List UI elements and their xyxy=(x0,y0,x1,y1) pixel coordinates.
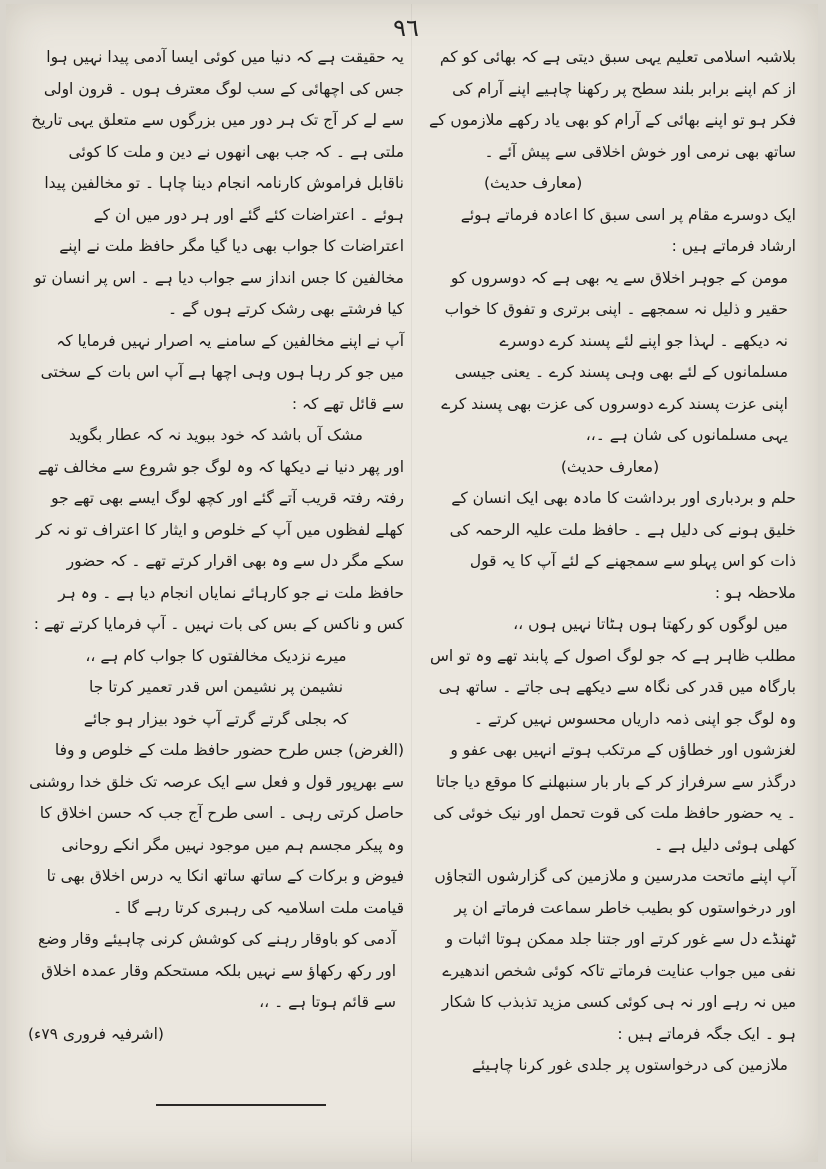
footer-rule xyxy=(156,1104,326,1106)
right-quote-3: ملازمین کی درخواستوں پر جلدی غور کرنا چاہیئے xyxy=(471,1056,788,1074)
right-reference-2: (معارف حدیث) xyxy=(560,457,660,476)
right-paragraph-3: حلم و بردباری اور برداشت کا مادہ بھی ایک انسان کے خلیق ہونے کی دلیل ہے ۔ حافظ ملت علیہ الرحمہ کی ذات کو اس پہلو سے سمجھنے کے لئے آپ کا یہ قول ملاحظہ ہو : xyxy=(449,489,796,602)
left-paragraph-2: آپ نے اپنے مخالفین کے سامنے یہ اصرار نہیں فرمایا کہ میں جو کر رہا ہوں وہی اچھا ہے آپ اس بات کے سختی سے قائل تھے کہ : xyxy=(40,331,404,413)
left-reference: (اشرفیہ فروری ۷۹ء) xyxy=(28,1024,164,1043)
right-reference-1: (معارف حدیث) xyxy=(484,174,583,192)
left-paragraph-1: یہ حقیقت ہے کہ دنیا میں کوئی ایسا آدمی پیدا نہیں ہوا جس کی اچھائی کے سب لوگ معترف ہوں ۔ قرون اولی سے لے کر آج تک ہر دور میں بزرگوں سے متعلق یہی تاریخ ملتی ہے ۔ کہ جب بھی انھوں نے دین و ملت کا کوئی ناقابل فراموش کارنامہ انجام دینا چاہا ۔ تو مخالفین پیدا ہوئے ۔ اعتراضات کئے گئے اور ہر دور میں ان کے اعتراضات کا جواب بھی دیا گیا مگر حافظ ملت نے اپنے مخالفین کا جس انداز سے جواب دیا ہے ۔ اس پر انسان تو کیا فرشتے بھی رشک کرتے ہوں گے ۔ xyxy=(31,48,404,318)
book-page xyxy=(6,4,818,1162)
right-quote-2: میں لوگوں کو رکھتا ہوں ہٹاتا نہیں ہوں ،، xyxy=(513,615,788,633)
right-quote-1: مومن کے جوہر اخلاق سے یہ بھی ہے کہ دوسروں کو حقیر و ذلیل نہ سمجھے ۔ اپنی برتری و تفوق کا خواب نہ دیکھے ۔ لہذا جو اپنے لئے پسند کرے دوسرے مسلمانوں کے لئے بھی وہی پسند کرے ۔ یعنی جیسی اپنی عزت پسند کرے دوسروں کی عزت بھی پسند کرے یہی مسلمانوں کی شان ہے ۔،، xyxy=(441,268,788,444)
left-quote-1-line-2: نشیمن پر نشیمن اس قدر تعمیر کرتا جا xyxy=(88,678,344,696)
left-quote-2: آدمی کو باوقار رہنے کی کوشش کرنی چاہیئے وقار وضع اور رکھ رکھاؤ سے نہیں بلکہ مستحکم وقار عمدہ اخلاق سے قائم ہوتا ہے ۔ ،، xyxy=(37,930,396,1011)
left-persian-verse: مشک آں باشد کہ خود ببوید نہ کہ عطار بگوید xyxy=(69,426,363,444)
left-quote-1-line-1: میرے نزدیک مخالفتوں کا جواب کام ہے ،، xyxy=(85,646,347,665)
left-column xyxy=(28,42,404,1050)
right-paragraph-4: مطلب ظاہر ہے کہ جو لوگ اصول کے پابند تھے وہ تو اس بارگاہ میں قدر کی نگاہ سے دیکھے ہی جاتے ۔ ساتھ ہی وہ لوگ جو اپنی ذمہ داریاں محسوس نہیں کرتے ۔ لغزشوں اور خطاؤں کے مرتکب ہوتے انہیں بھی عفو و درگذر سے سرفراز کر کے بار بار سنبھلنے کا موقع دیا جاتا ۔ یہ حضور حافظ ملت کی قوت تحمل اور نیک خوئی کی کھلی ہوئی دلیل ہے ۔ xyxy=(429,646,796,854)
right-paragraph-1: بلاشبہ اسلامی تعلیم یہی سبق دیتی ہے کہ بھائی کو کم از کم اپنے برابر بلند سطح پر رکھنا چاہیے اپنے آرام کی فکر ہو تو اپنے بھائی کے آرام کو بھی یاد رکھے ملازموں کے ساتھ بھی نرمی اور خوش اخلاقی سے پیش آئے ۔ xyxy=(429,48,796,161)
left-paragraph-3: اور پھر دنیا نے دیکھا کہ وہ لوگ جو شروع سے مخالف تھے رفتہ رفتہ قریب آتے گئے اور کچھ لوگ ایسے بھی تھے جو کھلے لفظوں میں آپ کے خلوص و ایثار کا اعتراف تو نہ کر سکے مگر دل سے وہ بھی اقرار کرتے تھے ۔ کہ حضور حافظ ملت نے جو کارہائے نمایاں انجام دیا ہے ۔ وہ ہر کس و ناکس کے بس کی بات نہیں ۔ آپ فرمایا کرتے تھے : xyxy=(33,457,404,633)
left-quote-1-line-3: کہ بجلی گرتے گرتے آپ خود بیزار ہو جائے xyxy=(83,709,349,728)
right-paragraph-5: آپ اپنے ماتحت مدرسین و ملازمین کی گزارشوں التجاؤں اور درخواستوں کو بطیب خاطر سماعت فرماتے ان پر ٹھنڈے دل سے غور کرتے اور جتنا جلد ممکن ہوتا اثبات و نفی میں جواب عنایت فرماتے تاکہ کوئی شخص اندھیرے میں نہ رہے اور نہ ہی کوئی کسی مزید تذبذب کا شکار ہو ۔ ایک جگہ فرماتے ہیں : xyxy=(434,867,796,1043)
left-paragraph-4: (الغرض) جس طرح حضور حافظ ملت کے خلوص و وفا سے بھرپور قول و فعل سے ایک عرصہ تک خلق خدا روشنی حاصل کرتی رہی ۔ اسی طرح آج جب کہ حسن اخلاق کا وہ پیکر مجسم ہم میں موجود نہیں مگر انکے روحانی فیوض و برکات کے ساتھ ساتھ انکا یہ درس اخلاق بھی تا قیامت ملت اسلامیہ کی رہبری کرتا رہے گا ۔ xyxy=(29,741,404,917)
right-paragraph-2: ایک دوسرے مقام پر اسی سبق کا اعادہ فرماتے ہوئے ارشاد فرماتے ہیں : xyxy=(460,205,796,255)
page-fold xyxy=(411,4,412,1162)
right-column xyxy=(424,42,796,1082)
page-number: ٩٦ xyxy=(393,14,419,42)
